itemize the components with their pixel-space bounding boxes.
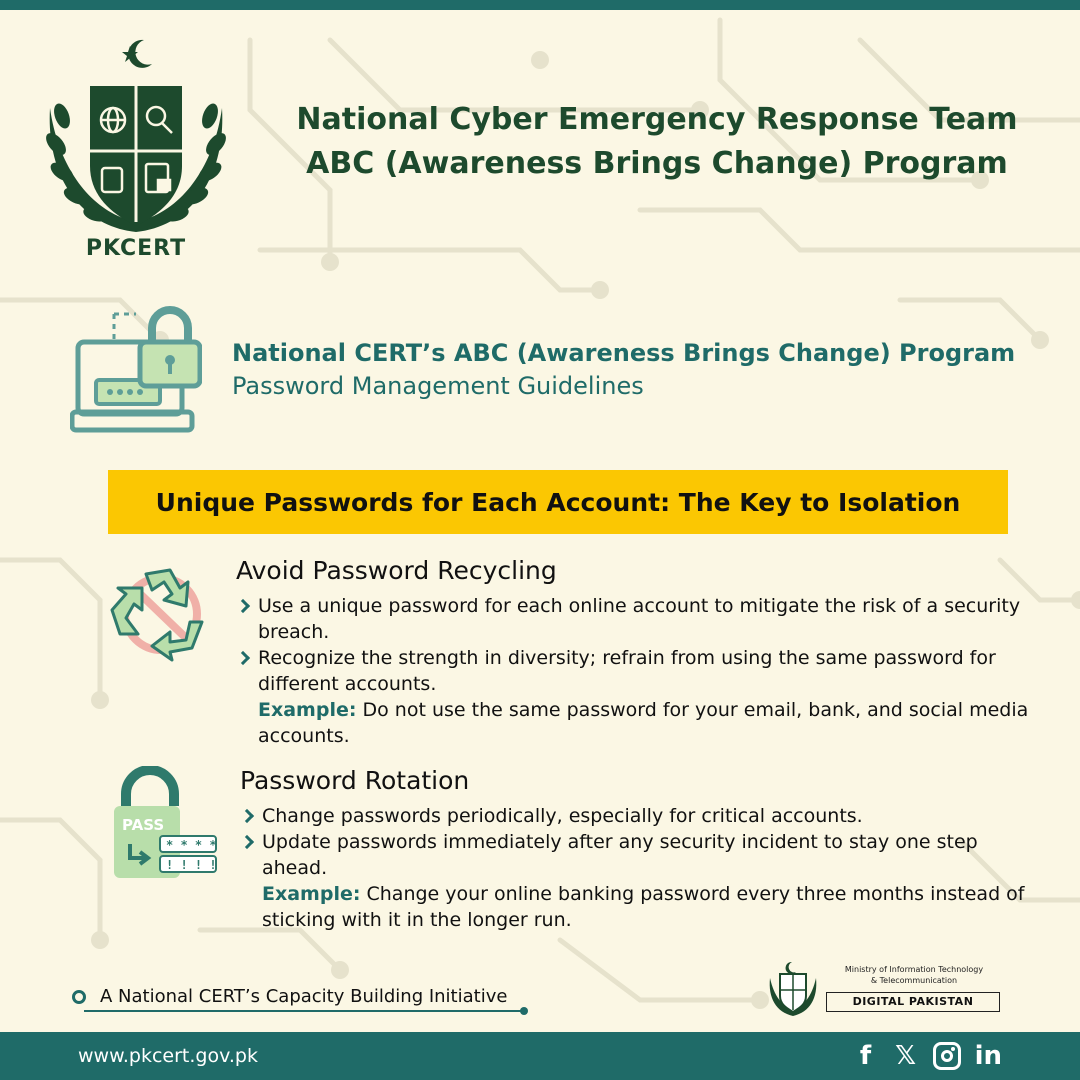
sub-title: National CERT’s ABC (Awareness Brings Change) Program — [232, 339, 1016, 367]
pass-lock-icon — [110, 766, 222, 880]
section-avoid-recycling — [236, 555, 1036, 749]
social-links — [853, 1040, 1002, 1072]
website-link[interactable]: www.pkcert.gov.pk — [78, 1045, 258, 1067]
initiative-text: A National CERT’s Capacity Building Initiative — [100, 986, 508, 1007]
stars-text: * * * * — [166, 838, 217, 852]
sub-subtitle: Password Management Guidelines — [232, 372, 644, 400]
linkedin-icon[interactable]: in — [974, 1041, 1002, 1071]
section-title: Password Rotation — [240, 766, 470, 795]
laptop-lock-icon — [70, 300, 202, 436]
example-body: Do not use the same password for your email, bank, and social media accounts. — [258, 699, 1029, 747]
section-password-rotation — [240, 765, 1030, 933]
bullet-item: Change passwords periodically, especially for critical accounts. — [240, 803, 1030, 829]
banner-text: Unique Passwords for Each Account: The Key to Isolation — [155, 487, 961, 517]
bullet-item: Use a unique password for each online account to mitigate the risk of a security breach. — [236, 593, 1036, 645]
ministry-logo — [766, 960, 1006, 1018]
bullet-item: Update passwords immediately after any security incident to stay one step ahead. — [240, 829, 1030, 881]
state-emblem-icon — [766, 960, 820, 1018]
x-twitter-icon[interactable]: 𝕏 — [895, 1041, 917, 1071]
bullet-item: Recognize the strength in diversity; refrain from using the same password for different accounts. — [236, 645, 1036, 697]
logo-text: PKCERT — [85, 236, 187, 261]
title-line-1: National Cyber Emergency Response Team — [296, 102, 1018, 137]
tagline-line — [84, 1010, 524, 1012]
example-body: Change your online banking password every three months instead of sticking with it in the longer run. — [262, 883, 1025, 931]
pass-label: PASS — [122, 816, 165, 834]
ministry-line-2: & Telecommunication — [870, 976, 958, 985]
topic-banner — [108, 470, 1008, 534]
page-title — [262, 98, 1052, 186]
instagram-icon[interactable] — [933, 1042, 961, 1070]
example-label: Example: — [258, 699, 357, 721]
digital-pakistan-box: DIGITAL PAKISTAN — [826, 992, 1000, 1012]
section-title: Avoid Password Recycling — [236, 556, 557, 585]
bottom-bar — [0, 1032, 1080, 1080]
initiative-tagline — [72, 986, 532, 1016]
title-line-2: ABC (Awareness Brings Change) Program — [306, 146, 1008, 181]
sub-header — [232, 336, 1062, 402]
example-text — [240, 881, 1030, 933]
no-recycle-icon — [106, 560, 216, 668]
pkcert-logo — [40, 36, 232, 268]
crescent-star-icon — [122, 40, 152, 68]
example-text — [236, 697, 1036, 749]
ministry-line-1: Ministry of Information Technology — [844, 965, 984, 974]
bangs-text: ! ! ! ! — [166, 858, 217, 872]
tagline-dot — [72, 990, 86, 1004]
facebook-icon[interactable]: f — [859, 1041, 872, 1071]
example-label: Example: — [262, 883, 361, 905]
ministry-text — [826, 964, 1002, 986]
